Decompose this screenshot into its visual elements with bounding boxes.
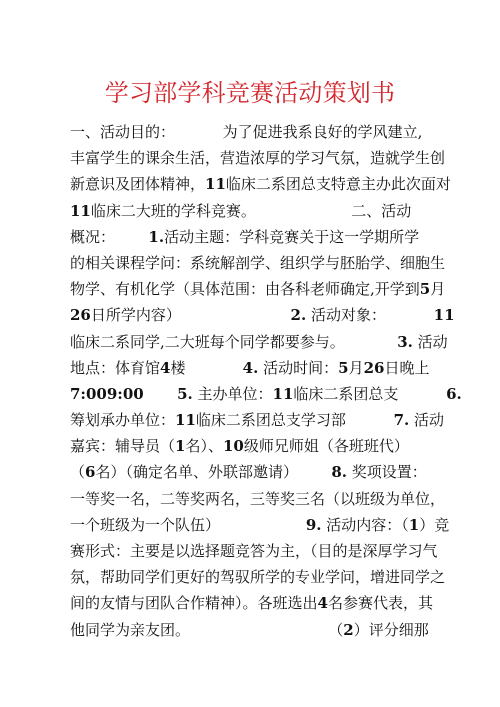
text-segment: 临床二系团总支 [293,384,447,403]
bold-text-segment: 1 [175,437,186,456]
document-line [70,512,450,538]
text-segment: ）评分细那 [353,620,429,639]
document-line [70,302,455,328]
text-segment: 名）（确定名单、外联部邀请） [95,463,332,482]
text-segment: 新意识及团体精神， [70,175,206,194]
document-line [70,355,445,381]
text-segment: 活动时间： [258,358,339,377]
bold-text-segment: 8. [331,463,348,482]
document-line [70,276,445,302]
text-segment [144,385,177,403]
text-segment: 他同学为亲友团。 （ [70,620,344,639]
text-segment: ）竞 [419,515,450,534]
bold-text-segment: 6 [85,463,96,482]
document-line [70,433,445,459]
text-segment: 活动 [412,332,448,351]
text-segment: 活动对象： [306,306,434,325]
text-segment: 概况： [70,227,149,246]
text-segment: 楼 [170,358,243,377]
text-segment: 临床二系团总支特意主办此次面对 [225,175,451,194]
bold-text-segment: 4. [242,358,259,377]
bold-text-segment: 11 [433,306,455,325]
bold-text-segment: 3. [397,332,413,351]
text-segment: 一等奖一名，二等奖两名，三等奖三名（以班级为单位， [70,489,446,508]
bold-text-segment: 1. [148,227,165,246]
bold-text-segment: 7. [393,411,410,430]
bold-text-segment: 10 [222,437,244,456]
document-line [70,329,448,355]
document-line [70,381,462,407]
bold-text-segment: 2 [343,620,354,639]
text-segment: 嘉宾：辅导员（ [70,437,176,456]
text-segment: 一、活动目的： 为了促进我系良好的学风建立, [70,123,423,141]
document-title: 学习部学科竞赛活动策划书 [104,79,396,107]
text-segment: 筹划承办单位： [70,411,176,430]
text-segment: 的相关课程学问：系统解剖学、组织学与胚胎学、细胞生 [70,253,446,272]
bold-text-segment: 2. [290,306,307,325]
bold-text-segment: 11 [205,175,226,194]
bold-text-segment: 11 [175,411,196,430]
text-segment: 月 [348,358,364,377]
bold-text-segment: 5. [177,384,193,403]
text-segment: 物学、有机化学（具体范围：由各科老师确定,开学到 [70,280,420,299]
bold-text-segment: 4 [317,594,328,613]
document-line [70,459,445,485]
text-segment: （ [70,463,86,482]
document-line [70,564,445,590]
text-segment: 临床二系同学,二大班每个同学都要参与。 [70,332,398,351]
document-line [70,119,445,145]
text-segment: 赛形式：主要是以选择题竞答为主，（目的是深厚学习气 [70,542,438,560]
bold-text-segment: 1 [408,515,420,534]
bold-text-segment: 5 [419,280,431,299]
text-segment: 奖项设置： [347,463,427,482]
text-segment: 活动内容：（ [321,515,409,534]
text-segment: 丰富学生的课余生活，营造浓厚的学习气氛，造就学生创 [70,149,446,168]
bold-text-segment: 4 [160,358,171,377]
document-line [70,538,445,564]
document-line [70,617,445,643]
document-body [70,119,462,643]
bold-text-segment: 26 [70,306,91,325]
text-segment: 主办单位： [192,384,273,403]
text-segment: 一个班级为一个队伍） [70,515,306,534]
bold-text-segment: 11 [272,384,294,403]
document-line [70,145,445,171]
document-line [70,171,451,197]
bold-text-segment: 26 [363,358,385,377]
text-segment: 地点：体育馆 [70,358,161,377]
text-segment: 氛，帮助同学们更好的驾驭所学的专业学问，增进同学之 [70,568,446,587]
text-segment: 日所学内容） [90,306,291,325]
document-line [70,198,445,224]
bold-text-segment: 11 [70,201,91,220]
text-segment: 活动 [409,411,445,430]
document-line [70,486,445,512]
text-segment: 名）、 [185,437,223,456]
text-segment: 名参赛代表，其 [327,594,433,613]
document-line [70,407,445,433]
document-line [70,224,445,250]
text-segment: 级师兄师姐（各班班代） [243,437,409,456]
text-segment: 临床二大班的学科竞赛。 二、活动 [90,201,412,220]
text-segment: 间的友情与团队合作精神）。各班选出 [70,594,318,613]
bold-text-segment: 5 [338,358,349,377]
document-line [70,250,445,276]
bold-text-segment: 7:009:00 [70,384,144,403]
text-segment: 日晚上 [384,358,430,377]
document-line [70,590,445,616]
text-segment: 月 [430,280,446,299]
bold-text-segment: 6. [446,384,462,403]
bold-text-segment: 9. [305,515,322,534]
text-segment: 活动主题：学科竞赛关于这一学期所学 [164,227,420,246]
text-segment: 临床二系团总支学习部 [195,411,394,430]
